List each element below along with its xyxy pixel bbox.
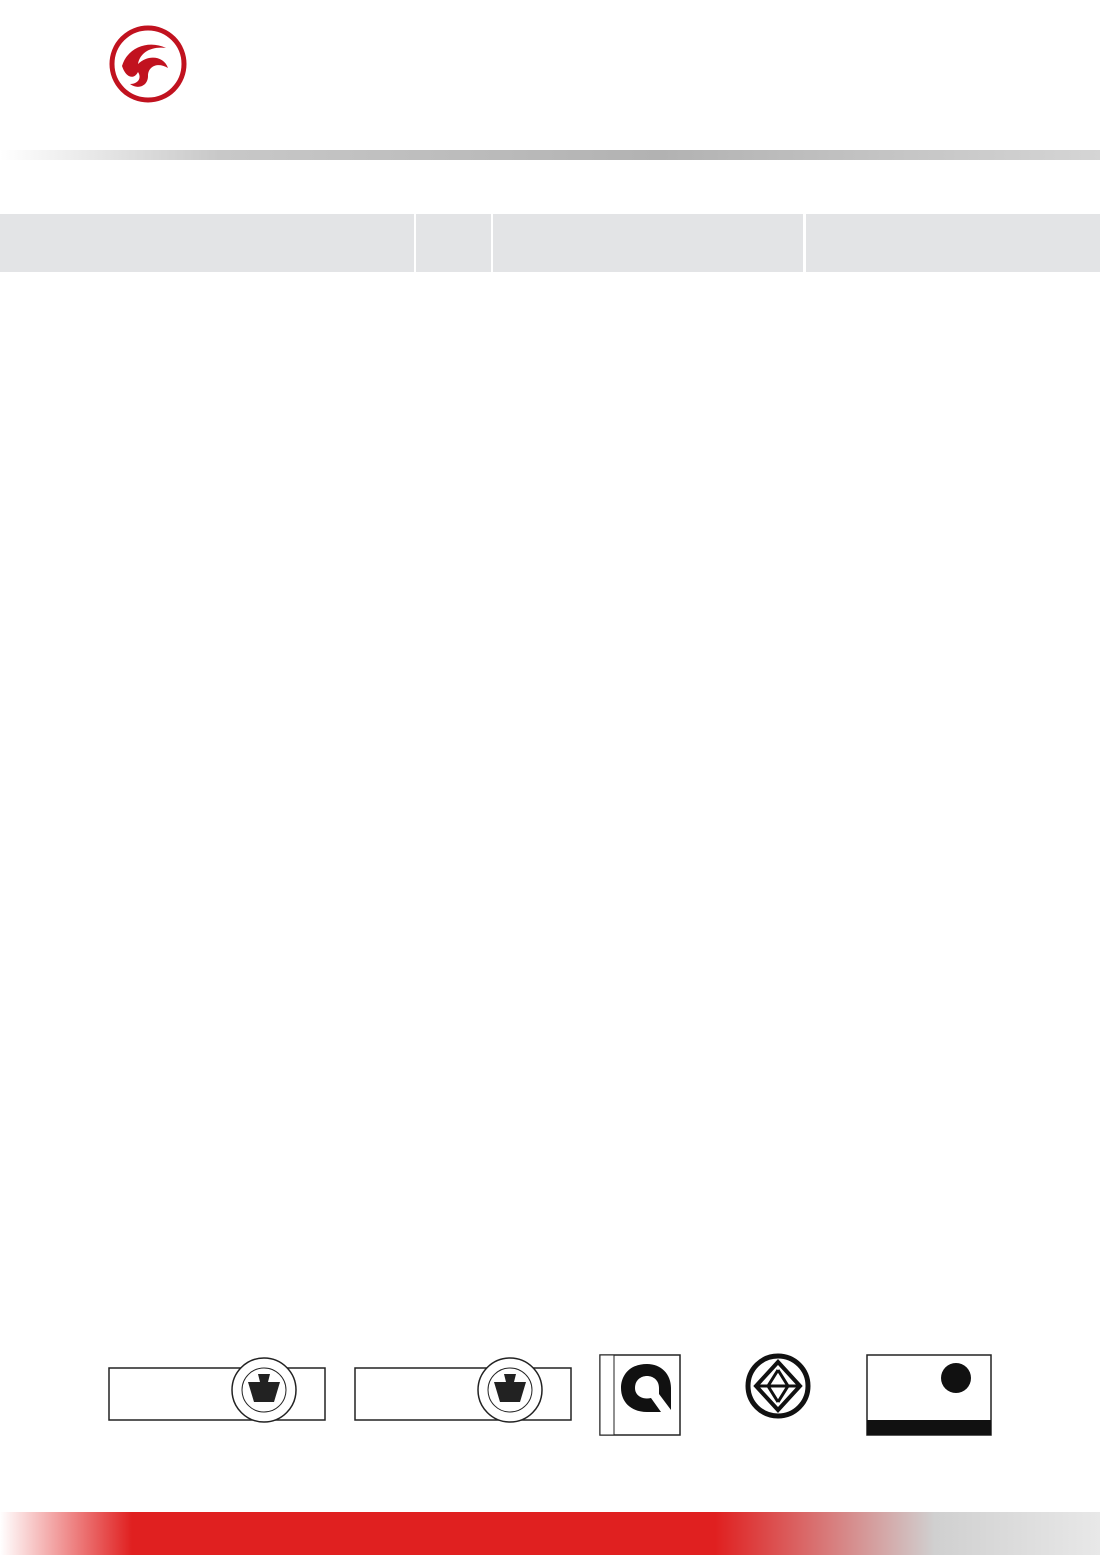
col-method-floor-header	[934, 274, 1100, 398]
quality-control-badge	[866, 1354, 992, 1436]
table-column-header	[0, 274, 1100, 398]
unicert-iso14001-badge	[354, 1352, 574, 1424]
col-std-wall-header	[493, 274, 577, 398]
header-divider	[0, 150, 1100, 160]
col-std-floor-header	[806, 274, 890, 398]
col-method-wall-header	[627, 274, 802, 398]
footer-bar	[0, 1512, 1100, 1555]
logo-emblem-icon	[108, 24, 188, 104]
table-group-header	[0, 214, 1100, 272]
col-unit-header	[416, 274, 491, 398]
brand-logo	[100, 18, 210, 158]
col-norms-header	[106, 274, 406, 398]
tis-badge	[712, 1352, 848, 1440]
group-wall-tiles	[493, 214, 803, 272]
vinacontrol-badge	[599, 1354, 681, 1436]
unicert-iso9001-badge	[108, 1352, 328, 1424]
group-floor-tiles	[806, 214, 1100, 272]
